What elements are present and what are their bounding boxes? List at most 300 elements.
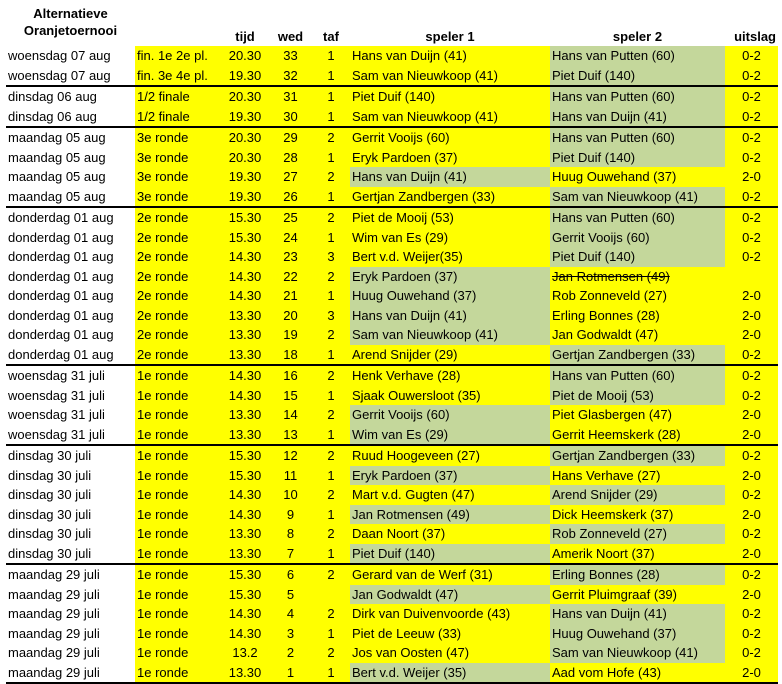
match-date: maandag 05 aug [6,127,135,148]
match-round: 1e ronde [135,485,221,505]
table-number: 2 [312,207,350,228]
match-round: 1e ronde [135,564,221,585]
match-date: donderdag 01 aug [6,325,135,345]
match-date: dinsdag 06 aug [6,86,135,107]
table-number: 2 [312,365,350,386]
table-number: 3 [312,306,350,326]
match-number: 4 [269,604,312,624]
match-result: 2-0 [725,306,778,326]
match-date: woensdag 31 juli [6,405,135,425]
table-row [6,167,778,187]
player-1: Gerrit Vooijs (60) [350,405,550,425]
match-date: dinsdag 30 juli [6,485,135,505]
match-time: 13.30 [221,345,269,366]
table-number: 2 [312,524,350,544]
match-time: 13.30 [221,524,269,544]
match-round: 1e ronde [135,365,221,386]
table-number: 1 [312,386,350,406]
table-number: 2 [312,485,350,505]
table-number: 1 [312,544,350,565]
player-1: Hans van Duijn (41) [350,167,550,187]
table-number: 1 [312,425,350,446]
player-2: Piet Duif (140) [550,148,725,168]
match-number: 25 [269,207,312,228]
match-date: maandag 05 aug [6,187,135,208]
match-time: 13.30 [221,325,269,345]
match-round: 2e ronde [135,247,221,267]
match-result: 0-2 [725,86,778,107]
match-time: 15.30 [221,228,269,248]
match-number: 8 [269,524,312,544]
player-1: Piet de Leeuw (33) [350,624,550,644]
player-1: Bert v.d. Weijer(35) [350,247,550,267]
player-2: Huug Ouwehand (37) [550,624,725,644]
player-2: Gertjan Zandbergen (33) [550,445,725,466]
tournament-table [6,3,778,684]
table-number: 1 [312,228,350,248]
match-round: 1e ronde [135,405,221,425]
table-row [6,386,778,406]
player-2: Huug Ouwehand (37) [550,167,725,187]
match-date: woensdag 07 aug [6,46,135,66]
table-number: 1 [312,505,350,525]
match-result: 0-2 [725,66,778,87]
table-number: 3 [312,247,350,267]
match-number: 23 [269,247,312,267]
table-row [6,485,778,505]
match-number: 30 [269,107,312,128]
player-2: Rob Zonneveld (27) [550,524,725,544]
match-round: fin. 3e 4e pl. [135,66,221,87]
table-number: 2 [312,267,350,287]
table-row [6,86,778,107]
match-date: maandag 05 aug [6,148,135,168]
player-2: Piet Duif (140) [550,247,725,267]
player-2: Hans Verhave (27) [550,466,725,486]
table-row [6,643,778,663]
wed-header: wed [277,29,304,44]
match-number: 31 [269,86,312,107]
table-number [312,585,350,605]
table-row [6,445,778,466]
table-row [6,46,778,66]
player-2: Aad vom Hofe (43) [550,663,725,684]
match-result: 0-2 [725,604,778,624]
match-number: 16 [269,365,312,386]
match-time: 15.30 [221,466,269,486]
match-result: 0-2 [725,228,778,248]
match-round: 1e ronde [135,624,221,644]
match-result: 2-0 [725,466,778,486]
match-number: 1 [269,663,312,684]
match-time: 20.30 [221,46,269,66]
player-2: Piet de Mooij (53) [550,386,725,406]
match-date: woensdag 07 aug [6,66,135,87]
tournament-title [6,3,135,46]
table-row [6,228,778,248]
table-number: 1 [312,148,350,168]
player-1: Daan Noort (37) [350,524,550,544]
match-date: donderdag 01 aug [6,228,135,248]
title-line-1: Alternatieve [33,6,108,21]
match-result: 2-0 [725,585,778,605]
table-row [6,585,778,605]
player-1: Hans van Duijn (41) [350,46,550,66]
table-number: 1 [312,624,350,644]
match-result: 0-2 [725,127,778,148]
match-round: 1e ronde [135,604,221,624]
match-time: 13.30 [221,663,269,684]
table-row [6,365,778,386]
player-2: Piet Duif (140) [550,66,725,87]
match-round: 1e ronde [135,585,221,605]
match-time: 14.30 [221,505,269,525]
player-1: Piet Duif (140) [350,86,550,107]
match-round: fin. 1e 2e pl. [135,46,221,66]
header-row [6,3,778,46]
player-1: Piet Duif (140) [350,544,550,565]
table-row [6,604,778,624]
match-result: 2-0 [725,286,778,306]
match-number: 21 [269,286,312,306]
table-row [6,247,778,267]
match-rows [6,46,778,683]
match-number: 29 [269,127,312,148]
table-number: 2 [312,564,350,585]
match-result: 0-2 [725,187,778,208]
title-line-2: Oranjetoernooi [23,23,118,38]
match-date: woensdag 31 juli [6,386,135,406]
table-row [6,624,778,644]
match-round: 1e ronde [135,643,221,663]
match-number: 32 [269,66,312,87]
table-number: 2 [312,167,350,187]
match-time: 19.30 [221,167,269,187]
match-round: 1e ronde [135,524,221,544]
player-1: Eryk Pardoen (37) [350,466,550,486]
match-date: woensdag 31 juli [6,425,135,446]
match-time: 13.30 [221,306,269,326]
match-round: 3e ronde [135,167,221,187]
uitslag-header: uitslag [734,29,776,44]
table-row [6,466,778,486]
player-1: Wim van Es (29) [350,425,550,446]
player-2: Erling Bonnes (28) [550,306,725,326]
match-round: 3e ronde [135,127,221,148]
match-time: 14.30 [221,247,269,267]
match-number: 20 [269,306,312,326]
table-number: 2 [312,604,350,624]
table-number: 1 [312,86,350,107]
match-time: 15.30 [221,207,269,228]
table-number: 1 [312,46,350,66]
player-1: Eryk Pardoen (37) [350,148,550,168]
taf-header: taf [323,29,339,44]
match-result: 0-2 [725,564,778,585]
player-1: Jan Godwaldt (47) [350,585,550,605]
match-result: 0-2 [725,46,778,66]
match-time: 15.30 [221,445,269,466]
match-result: 2-0 [725,325,778,345]
match-date: donderdag 01 aug [6,267,135,287]
match-date: maandag 29 juli [6,643,135,663]
match-time: 20.30 [221,148,269,168]
match-number: 28 [269,148,312,168]
player-2: Jan Rotmensen (49) [550,267,725,287]
player-1: Sam van Nieuwkoop (41) [350,325,550,345]
match-date: maandag 29 juli [6,624,135,644]
tijd-header: tijd [235,29,255,44]
match-round: 2e ronde [135,228,221,248]
match-round: 1/2 finale [135,86,221,107]
match-number: 14 [269,405,312,425]
match-result: 0-2 [725,624,778,644]
match-time: 14.30 [221,485,269,505]
match-result: 0-2 [725,207,778,228]
match-number: 24 [269,228,312,248]
player-1: Jan Rotmensen (49) [350,505,550,525]
match-time: 15.30 [221,564,269,585]
player-1: Arend Snijder (29) [350,345,550,366]
match-number: 11 [269,466,312,486]
player-1: Dirk van Duivenvoorde (43) [350,604,550,624]
match-number: 12 [269,445,312,466]
player-2: Hans van Putten (60) [550,86,725,107]
match-result: 2-0 [725,425,778,446]
match-date: donderdag 01 aug [6,207,135,228]
table-row [6,286,778,306]
player-2: Gerrit Pluimgraaf (39) [550,585,725,605]
match-time: 14.30 [221,604,269,624]
match-date: donderdag 01 aug [6,345,135,366]
player-2: Gerrit Vooijs (60) [550,228,725,248]
player-1: Bert v.d. Weijer (35) [350,663,550,684]
player-1: Sam van Nieuwkoop (41) [350,107,550,128]
player-1: Eryk Pardoen (37) [350,267,550,287]
match-date: dinsdag 30 juli [6,544,135,565]
table-number: 1 [312,66,350,87]
match-time: 14.30 [221,365,269,386]
match-round: 1e ronde [135,466,221,486]
match-time: 13.30 [221,544,269,565]
player-2: Dick Heemskerk (37) [550,505,725,525]
match-result: 0-2 [725,107,778,128]
match-number: 9 [269,505,312,525]
table-row [6,325,778,345]
match-date: maandag 05 aug [6,167,135,187]
match-date: maandag 29 juli [6,663,135,684]
match-date: dinsdag 06 aug [6,107,135,128]
player-2: Rob Zonneveld (27) [550,286,725,306]
match-result: 0-2 [725,445,778,466]
table-number: 1 [312,663,350,684]
player-2: Sam van Nieuwkoop (41) [550,643,725,663]
player-1: Gerard van de Werf (31) [350,564,550,585]
match-date: donderdag 01 aug [6,247,135,267]
match-time: 14.30 [221,386,269,406]
table-number: 2 [312,643,350,663]
table-number: 2 [312,405,350,425]
player-2: Hans van Putten (60) [550,365,725,386]
round-header [135,3,221,46]
table-row [6,306,778,326]
match-number: 27 [269,167,312,187]
match-round: 2e ronde [135,207,221,228]
player-2: Hans van Putten (60) [550,127,725,148]
match-date: dinsdag 30 juli [6,466,135,486]
table-row [6,66,778,87]
match-date: donderdag 01 aug [6,286,135,306]
match-result: 2-0 [725,544,778,565]
table-row [6,663,778,684]
player-2: Piet Glasbergen (47) [550,405,725,425]
table-row [6,267,778,287]
match-number: 22 [269,267,312,287]
match-round: 2e ronde [135,325,221,345]
match-round: 1e ronde [135,544,221,565]
match-date: maandag 29 juli [6,564,135,585]
match-round: 1e ronde [135,505,221,525]
player-2: Hans van Duijn (41) [550,604,725,624]
player-1: Henk Verhave (28) [350,365,550,386]
player-2: Sam van Nieuwkoop (41) [550,187,725,208]
match-round: 1e ronde [135,663,221,684]
match-round: 2e ronde [135,306,221,326]
table-row [6,405,778,425]
player-1: Sjaak Ouwersloot (35) [350,386,550,406]
match-round: 2e ronde [135,345,221,366]
player-1: Gerrit Vooijs (60) [350,127,550,148]
speler1-header: speler 1 [425,29,475,44]
match-time: 13.30 [221,405,269,425]
match-number: 2 [269,643,312,663]
match-number: 6 [269,564,312,585]
player-1: Piet de Mooij (53) [350,207,550,228]
match-number: 7 [269,544,312,565]
match-time: 15.30 [221,585,269,605]
match-result: 0-2 [725,148,778,168]
match-time: 14.30 [221,286,269,306]
player-2: Jan Godwaldt (47) [550,325,725,345]
table-row [6,187,778,208]
match-date: maandag 29 juli [6,604,135,624]
match-time: 13.2 [221,643,269,663]
match-date: donderdag 01 aug [6,306,135,326]
table-number: 1 [312,187,350,208]
player-2: Arend Snijder (29) [550,485,725,505]
player-2: Hans van Duijn (41) [550,107,725,128]
match-time: 20.30 [221,86,269,107]
match-result: 0-2 [725,524,778,544]
match-number: 33 [269,46,312,66]
player-1: Gertjan Zandbergen (33) [350,187,550,208]
match-time: 14.30 [221,624,269,644]
match-number: 18 [269,345,312,366]
match-time: 20.30 [221,127,269,148]
match-result [725,267,778,287]
table-number: 2 [312,127,350,148]
match-result: 2-0 [725,663,778,684]
match-result: 2-0 [725,505,778,525]
match-number: 13 [269,425,312,446]
player-1: Mart v.d. Gugten (47) [350,485,550,505]
match-date: dinsdag 30 juli [6,505,135,525]
match-date: dinsdag 30 juli [6,524,135,544]
player-2: Hans van Putten (60) [550,46,725,66]
match-time: 19.30 [221,107,269,128]
match-round: 2e ronde [135,286,221,306]
table-row [6,127,778,148]
table-row [6,524,778,544]
match-time: 14.30 [221,267,269,287]
speler2-header: speler 2 [612,29,663,44]
player-2: Erling Bonnes (28) [550,564,725,585]
match-result: 2-0 [725,405,778,425]
table-row [6,148,778,168]
table-number: 1 [312,466,350,486]
table-row [6,544,778,565]
match-result: 0-2 [725,643,778,663]
match-time: 13.30 [221,425,269,446]
table-number: 1 [312,107,350,128]
player-1: Ruud Hoogeveen (27) [350,445,550,466]
player-2: Hans van Putten (60) [550,207,725,228]
table-row [6,505,778,525]
match-number: 15 [269,386,312,406]
player-2: Gerrit Heemskerk (28) [550,425,725,446]
match-round: 1/2 finale [135,107,221,128]
match-number: 19 [269,325,312,345]
table-number: 2 [312,325,350,345]
table-row [6,345,778,366]
match-round: 1e ronde [135,386,221,406]
player-1: Wim van Es (29) [350,228,550,248]
match-result: 0-2 [725,386,778,406]
player-1: Jos van Oosten (47) [350,643,550,663]
match-date: woensdag 31 juli [6,365,135,386]
player-1: Hans van Duijn (41) [350,306,550,326]
match-round: 1e ronde [135,445,221,466]
match-date: maandag 29 juli [6,585,135,605]
match-date: dinsdag 30 juli [6,445,135,466]
match-result: 0-2 [725,485,778,505]
table-row [6,107,778,128]
player-1: Sam van Nieuwkoop (41) [350,66,550,87]
table-row [6,564,778,585]
match-result: 0-2 [725,247,778,267]
table-number: 1 [312,286,350,306]
match-round: 3e ronde [135,187,221,208]
match-result: 0-2 [725,345,778,366]
table-number: 1 [312,345,350,366]
match-number: 26 [269,187,312,208]
match-round: 1e ronde [135,425,221,446]
match-round: 2e ronde [135,267,221,287]
table-row [6,425,778,446]
match-number: 3 [269,624,312,644]
table-number: 2 [312,445,350,466]
match-number: 5 [269,585,312,605]
match-number: 10 [269,485,312,505]
match-result: 2-0 [725,167,778,187]
match-time: 19.30 [221,66,269,87]
match-result: 0-2 [725,365,778,386]
table-row [6,207,778,228]
match-round: 3e ronde [135,148,221,168]
player-2: Amerik Noort (37) [550,544,725,565]
player-2: Gertjan Zandbergen (33) [550,345,725,366]
player-1: Huug Ouwehand (37) [350,286,550,306]
